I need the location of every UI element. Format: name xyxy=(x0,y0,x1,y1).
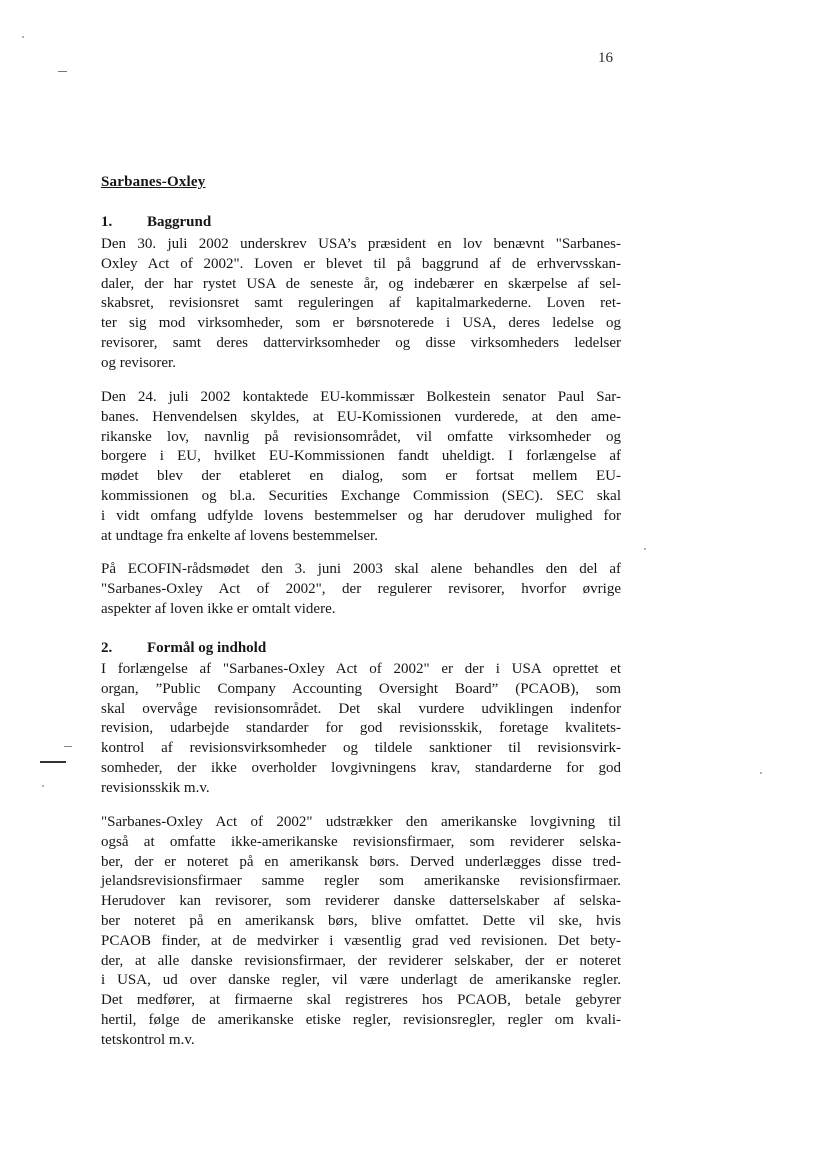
scan-dot xyxy=(644,548,646,550)
section-heading-1 xyxy=(101,214,211,231)
text-line: der, at alle danske revisionsfirmaer, der reviderer selskaber, der er noteret xyxy=(101,952,621,969)
text-line: kommissionen og bl.a. Securities Exchange Commission (SEC). SEC skal xyxy=(101,487,621,504)
paragraph xyxy=(101,235,621,374)
paragraph xyxy=(101,388,621,546)
text-line: revision, udarbejde standarder for god revisionsskik, foretage kvalitets- xyxy=(101,720,621,737)
paragraph xyxy=(101,560,621,619)
scan-mark xyxy=(40,761,66,763)
paragraph xyxy=(101,813,621,1051)
text-line: I forlængelse af "Sarbanes-Oxley Act of 2002" er der i USA oprettet et xyxy=(101,661,621,677)
text-line: banes. Henvendelsen skyldes, at EU-Komissionen vurderede, at den ame- xyxy=(101,408,621,425)
section-number: 2. xyxy=(101,640,113,656)
text-line: kontrol af revisionsvirksomheder og tildele sanktioner til revisionsvirk- xyxy=(101,740,621,757)
text-line: jelandsrevisionsfirmaer samme regler som amerikanske revisionsfirmaer. xyxy=(101,873,621,890)
text-line: skabsret, revisionsret samt reguleringen af kapitalmarkederne. Loven ret- xyxy=(101,295,621,312)
scan-mark xyxy=(58,71,67,72)
text-line: organ, ”Public Company Accounting Oversight Board” (PCAOB), som xyxy=(101,680,621,697)
text-line: tetskontrol m.v. xyxy=(101,1031,195,1048)
text-line: revisorer, samt deres dattervirksomheder og disse virksomheders ledelser xyxy=(101,334,621,351)
text-line: i vidt omfang udfylde lovens bestemmelser og har derudover mulighed for xyxy=(101,507,621,524)
text-line: "Sarbanes-Oxley Act of 2002" udstrækker den amerikanske lovgivning til xyxy=(101,814,621,830)
text-line: ter sig mod virksomheder, som er børsnoterede i USA, deres ledelse og xyxy=(101,315,621,332)
text-line: Den 30. juli 2002 underskrev USA’s præsident en lov benævnt "Sarbanes- xyxy=(101,236,621,252)
text-line: ber noteret på en amerikansk børs, blive omfattet. Dette vil ske, hvis xyxy=(101,912,621,929)
text-line: PCAOB finder, at de medvirker i væsentlig grad ved revisionen. Det bety- xyxy=(101,932,621,949)
text-line: at undtage fra enkelte af lovens bestemmelser. xyxy=(101,527,378,544)
text-line: også at omfatte ikke-amerikanske revisionsfirmaer, som reviderer selska- xyxy=(101,833,621,850)
page-number: 16 xyxy=(598,50,613,66)
text-line: skal overvåge revisionsområdet. Det skal vurdere udviklingen indenfor xyxy=(101,700,621,717)
section-title: Formål og indhold xyxy=(147,640,267,656)
text-line: i USA, ud over danske regler, vil være underlagt de amerikanske regler. xyxy=(101,972,621,989)
section-heading-2 xyxy=(101,640,266,657)
scan-dot xyxy=(42,785,44,787)
text-line: rikanske lov, navnlig på revisionsområdet, vil omfatte virksomheder og xyxy=(101,428,621,445)
text-line: hertil, følge de amerikanske etiske regler, revisionsregler, regler om kvali- xyxy=(101,1011,621,1028)
page-title: Sarbanes-Oxley xyxy=(101,174,206,190)
text-line: revisionsskik m.v. xyxy=(101,779,210,796)
scan-dot xyxy=(22,36,24,38)
text-line: "Sarbanes-Oxley Act of 2002", der regulerer revisorer, hvorfor øvrige xyxy=(101,580,621,597)
scan-dot xyxy=(760,772,762,774)
text-line: På ECOFIN-rådsmødet den 3. juni 2003 skal alene behandles den del af xyxy=(101,561,621,577)
text-line: Den 24. juli 2002 kontaktede EU-kommissær Bolkestein senator Paul Sar- xyxy=(101,389,621,405)
text-line: Det medfører, at firmaerne skal registreres hos PCAOB, betale gebyrer xyxy=(101,992,621,1009)
text-line: daler, der har rystet USA de seneste år, og indebærer en skærpelse af sel- xyxy=(101,275,621,292)
section-title: Baggrund xyxy=(147,214,212,230)
text-line: ber, der er noteret på en amerikansk børs. Derved underlægges disse tred- xyxy=(101,853,621,870)
text-line: aspekter af loven ikke er omtalt videre. xyxy=(101,600,336,617)
text-line: og revisorer. xyxy=(101,354,176,371)
text-line: mødet blev der etableret en dialog, som er fortsat mellem EU- xyxy=(101,468,621,485)
text-line: Oxley Act of 2002". Loven er blevet til på baggrund af de erhvervsskan- xyxy=(101,255,621,272)
text-line: Herudover kan revisorer, som reviderer danske datterselskaber af selska- xyxy=(101,893,621,910)
paragraph xyxy=(101,660,621,799)
text-line: somheder, der ikke overholder lovgivningens krav, standarderne for god xyxy=(101,759,621,776)
text-line: borgere i EU, hvilket EU-Kommissionen fandt uheldigt. I forlængelse af xyxy=(101,448,621,465)
section-number: 1. xyxy=(101,214,113,230)
scan-mark xyxy=(64,746,72,747)
